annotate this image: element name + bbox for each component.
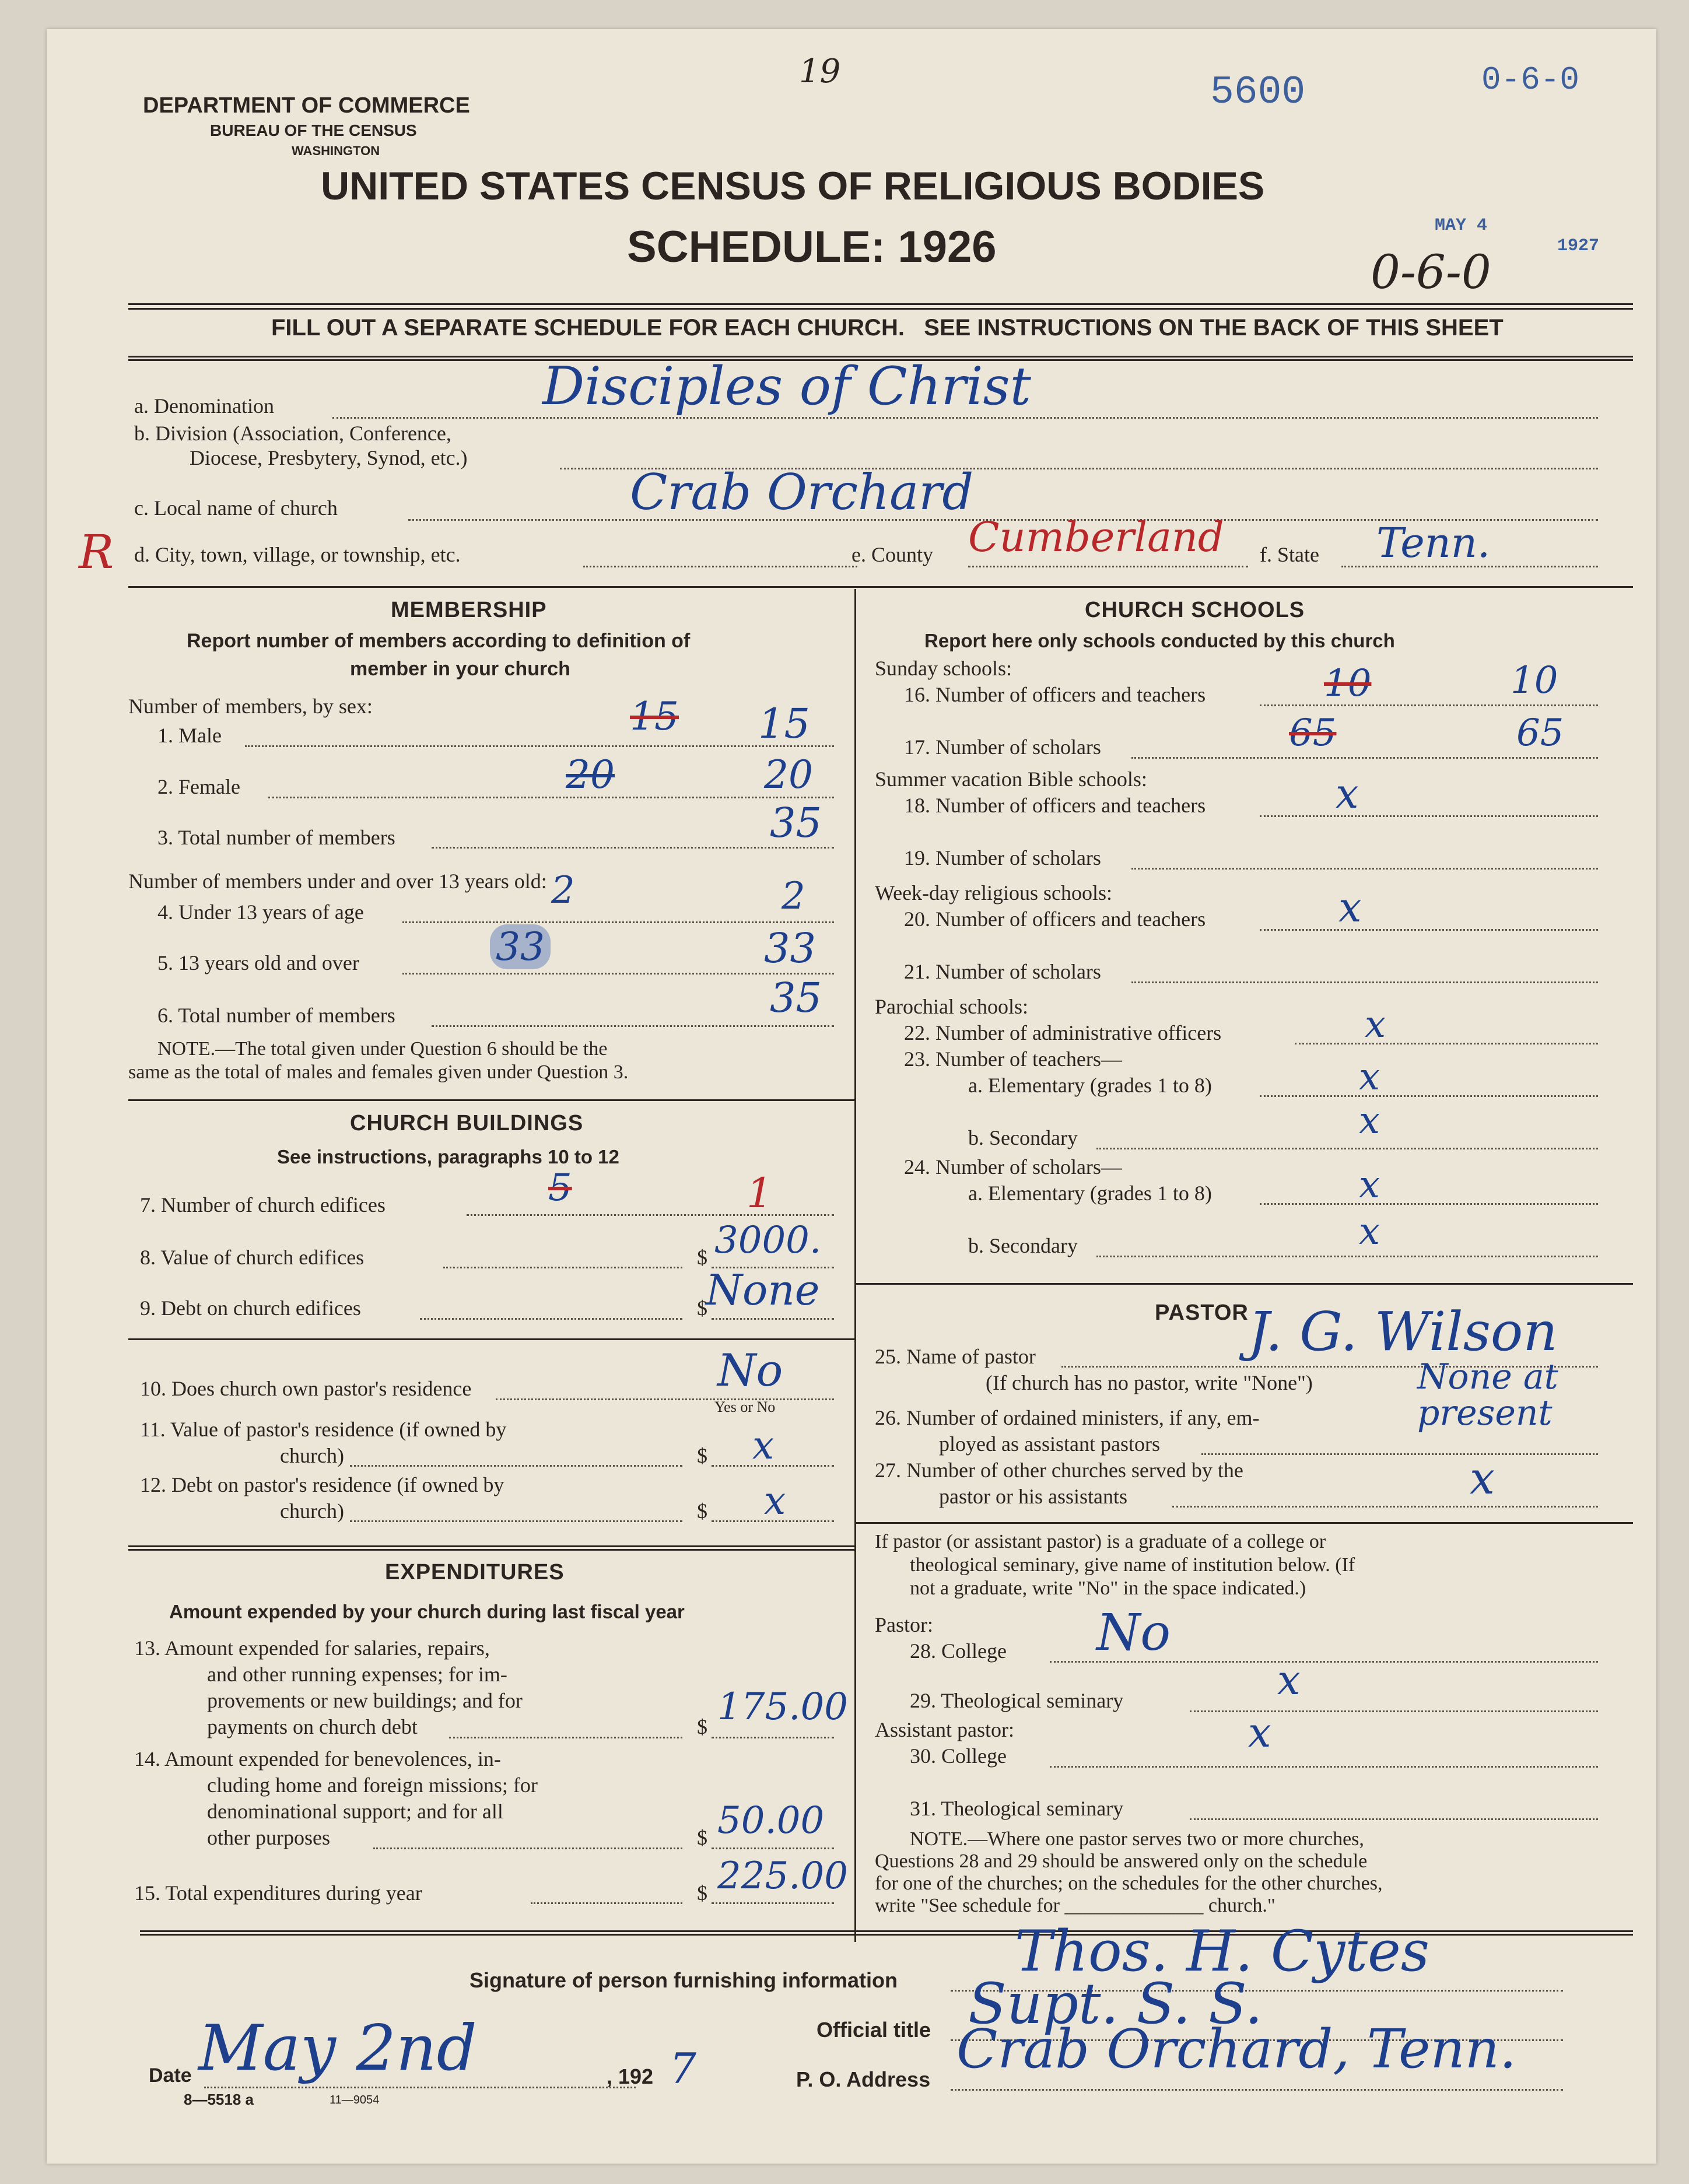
q13-line-2: and other running expenses; for im- bbox=[207, 1663, 507, 1686]
q15-dollar: $ bbox=[697, 1881, 707, 1905]
q25-note: (If church has no pastor, write "None") bbox=[986, 1371, 1313, 1394]
q14-dollar: $ bbox=[697, 1826, 707, 1849]
bureau-label: BUREAU OF THE CENSUS bbox=[210, 121, 417, 139]
signature-label: Signature of person furnishing information bbox=[469, 1968, 898, 1992]
denomination-label: a. Denomination bbox=[134, 394, 274, 418]
q5-struck: 33 bbox=[490, 924, 551, 969]
q6-value[interactable]: 35 bbox=[770, 974, 822, 1022]
q14-line-4: other purposes bbox=[207, 1826, 330, 1849]
q21-label: 21. Number of scholars bbox=[904, 960, 1101, 983]
q1-label: 1. Male bbox=[157, 724, 222, 747]
instruction-banner: FILL OUT A SEPARATE SCHEDULE FOR EACH CHURCH. SEE INSTRUCTIONS ON THE BACK OF THIS SHEET bbox=[271, 315, 1504, 341]
county-value[interactable]: Cumberland bbox=[968, 513, 1224, 561]
membership-heading: MEMBERSHIP bbox=[391, 598, 547, 622]
q16-value[interactable]: 10 bbox=[1511, 659, 1558, 702]
q7-struck: 5 bbox=[548, 1166, 572, 1210]
grad-instr-3: not a graduate, write "No" in the space indicated.) bbox=[910, 1577, 1306, 1599]
print-number: 11—9054 bbox=[330, 2094, 380, 2106]
county-label: e. County bbox=[851, 543, 933, 566]
q16-label: 16. Number of officers and teachers bbox=[904, 683, 1206, 706]
weekday-label: Week-day religious schools: bbox=[875, 881, 1113, 905]
sunday-label: Sunday schools: bbox=[875, 657, 1012, 680]
code-handwritten: 0-6-0 bbox=[1371, 245, 1491, 299]
po-address-value[interactable]: Crab Orchard, Tenn. bbox=[956, 2018, 1517, 2080]
by-sex-label: Number of members, by sex: bbox=[128, 695, 373, 718]
q24b-label: b. Secondary bbox=[968, 1234, 1078, 1257]
q9-dollar: $ bbox=[697, 1296, 707, 1320]
date-stamp-year: 1927 bbox=[1557, 236, 1600, 256]
q9-label: 9. Debt on church edifices bbox=[140, 1296, 361, 1320]
yes-no-hint: Yes or No bbox=[714, 1398, 776, 1415]
q20-value[interactable]: x bbox=[1338, 884, 1362, 931]
q24-label: 24. Number of scholars— bbox=[904, 1155, 1122, 1179]
q25-label: 25. Name of pastor bbox=[875, 1345, 1036, 1368]
q18-value[interactable]: x bbox=[1336, 770, 1359, 818]
margin-mark: R bbox=[79, 525, 114, 579]
pastor-note-3: for one of the churches; on the schedules for the other churches, bbox=[875, 1873, 1383, 1894]
q17-value[interactable]: 65 bbox=[1516, 711, 1564, 755]
denomination-value[interactable]: Disciples of Christ bbox=[542, 356, 1031, 417]
q25-value[interactable]: J. G. Wilson bbox=[1248, 1300, 1558, 1363]
schools-sub: Report here only schools conducted by this church bbox=[924, 630, 1395, 651]
date-year-hand[interactable]: 7 bbox=[670, 2044, 696, 2093]
q26-label-2: ployed as assistant pastors bbox=[939, 1432, 1160, 1456]
q12-value[interactable]: x bbox=[764, 1478, 786, 1523]
q13-line-1: 13. Amount expended for salaries, repairs, bbox=[134, 1636, 490, 1660]
q27-label-2: pastor or his assistants bbox=[939, 1485, 1127, 1508]
q13-value[interactable]: 175.00 bbox=[717, 1685, 848, 1729]
q22-label: 22. Number of administrative officers bbox=[904, 1021, 1222, 1044]
membership-sub-2: member in your church bbox=[350, 658, 570, 680]
q7-value[interactable]: 1 bbox=[747, 1169, 773, 1217]
schools-heading: CHURCH SCHOOLS bbox=[1085, 598, 1305, 622]
date-value[interactable]: May 2nd bbox=[198, 2012, 477, 2085]
state-label: f. State bbox=[1260, 543, 1319, 566]
q15-value[interactable]: 225.00 bbox=[717, 1855, 848, 1898]
grad-instr-1: If pastor (or assistant pastor) is a graduate of a college or bbox=[875, 1531, 1326, 1552]
summer-label: Summer vacation Bible schools: bbox=[875, 767, 1147, 791]
q18-label: 18. Number of officers and teachers bbox=[904, 794, 1206, 817]
q2-value[interactable]: 20 bbox=[764, 752, 813, 797]
pastor-note-2: Questions 28 and 29 should be answered only on the schedule bbox=[875, 1850, 1368, 1872]
code-top: 0-6-0 bbox=[1481, 61, 1580, 99]
schedule-title: SCHEDULE: 1926 bbox=[627, 222, 997, 272]
q12-label-1: 12. Debt on pastor's residence (if owned by bbox=[140, 1473, 504, 1496]
q5-value[interactable]: 33 bbox=[764, 924, 817, 972]
q17-label: 17. Number of scholars bbox=[904, 735, 1101, 759]
pastor-note-1: NOTE.—Where one pastor serves two or more churches, bbox=[910, 1828, 1364, 1850]
parochial-label: Parochial schools: bbox=[875, 995, 1028, 1018]
city-label: WASHINGTON bbox=[292, 143, 380, 158]
form-number: 8—5518 a bbox=[184, 2091, 254, 2108]
q13-dollar: $ bbox=[697, 1715, 707, 1738]
q24b-value[interactable]: x bbox=[1359, 1210, 1380, 1253]
q23b-value[interactable]: x bbox=[1359, 1099, 1380, 1142]
expenditures-heading: EXPENDITURES bbox=[385, 1560, 565, 1584]
q16-struck: 10 bbox=[1324, 662, 1372, 705]
q29-value[interactable]: x bbox=[1277, 1656, 1301, 1704]
q11-dollar: $ bbox=[697, 1444, 707, 1467]
q1-struck: 15 bbox=[630, 694, 679, 739]
census-schedule-sheet bbox=[47, 29, 1656, 2164]
q19-label: 19. Number of scholars bbox=[904, 846, 1101, 870]
q3-value[interactable]: 35 bbox=[770, 799, 822, 847]
top-number: 19 bbox=[799, 52, 841, 90]
assistant-sub-label: Assistant pastor: bbox=[875, 1718, 1014, 1741]
q8-value[interactable]: 3000. bbox=[714, 1219, 822, 1262]
q7-label: 7. Number of church edifices bbox=[140, 1193, 386, 1217]
q14-value[interactable]: 50.00 bbox=[717, 1799, 825, 1842]
q13-line-4: payments on church debt bbox=[207, 1715, 418, 1738]
q23-label: 23. Number of teachers— bbox=[904, 1047, 1122, 1071]
q13-line-3: provements or new buildings; and for bbox=[207, 1689, 523, 1712]
by-age-label: Number of members under and over 13 years old: bbox=[128, 870, 547, 893]
membership-note-2: same as the total of males and females given under Question 3. bbox=[128, 1061, 629, 1083]
q28-value[interactable]: No bbox=[1096, 1604, 1171, 1662]
q6-label: 6. Total number of members bbox=[157, 1004, 395, 1027]
pastor-sub-label: Pastor: bbox=[875, 1613, 934, 1636]
city-label: d. City, town, village, or township, etc. bbox=[134, 543, 461, 566]
q5-label: 5. 13 years old and over bbox=[157, 951, 359, 974]
signature-value[interactable]: Thos. H. Cytes bbox=[1015, 1919, 1430, 1984]
division-label-2: Diocese, Presbytery, Synod, etc.) bbox=[190, 446, 468, 469]
q2-struck: 20 bbox=[566, 752, 615, 797]
membership-sub-1: Report number of members according to definition of bbox=[187, 630, 691, 652]
q17-struck: 65 bbox=[1289, 711, 1337, 755]
q8-label: 8. Value of church edifices bbox=[140, 1246, 365, 1269]
date-stamp-day: MAY 4 bbox=[1435, 216, 1488, 236]
q1-value[interactable]: 15 bbox=[758, 700, 811, 748]
q11-label-2: church) bbox=[280, 1444, 344, 1467]
q11-value[interactable]: x bbox=[752, 1423, 775, 1468]
q12-dollar: $ bbox=[697, 1499, 707, 1523]
q23a-label: a. Elementary (grades 1 to 8) bbox=[968, 1074, 1212, 1097]
buildings-heading: CHURCH BUILDINGS bbox=[350, 1111, 584, 1135]
q30-value[interactable]: x bbox=[1248, 1709, 1271, 1757]
q24a-value[interactable]: x bbox=[1359, 1163, 1380, 1207]
q10-label: 10. Does church own pastor's residence bbox=[140, 1377, 472, 1400]
q23b-label: b. Secondary bbox=[968, 1126, 1078, 1149]
date-label: Date bbox=[149, 2064, 192, 2087]
dept-label: DEPARTMENT OF COMMERCE bbox=[143, 93, 470, 118]
q26-value[interactable]: None at present bbox=[1417, 1356, 1558, 1433]
q8-dollar: $ bbox=[697, 1246, 707, 1269]
official-title-label: Official title bbox=[817, 2018, 931, 2042]
q29-label: 29. Theological seminary bbox=[910, 1689, 1124, 1712]
q23a-value[interactable]: x bbox=[1359, 1056, 1380, 1099]
q26-label-1: 26. Number of ordained ministers, if any, em- bbox=[875, 1406, 1260, 1429]
q14-line-3: denominational support; and for all bbox=[207, 1800, 503, 1823]
q11-label-1: 11. Value of pastor's residence (if owned by bbox=[140, 1418, 507, 1441]
q4-struck: 2 bbox=[551, 869, 575, 912]
po-address-label: P. O. Address bbox=[796, 2067, 931, 2091]
q27-value[interactable]: x bbox=[1470, 1452, 1495, 1504]
expenditures-sub: Amount expended by your church during last fiscal year bbox=[169, 1601, 685, 1622]
q3-label: 3. Total number of members bbox=[157, 826, 395, 849]
division-label-1: b. Division (Association, Conference, bbox=[134, 422, 451, 445]
stamp-number: 5600 bbox=[1210, 70, 1306, 115]
official-title-value[interactable]: Supt. S. S. bbox=[968, 1971, 1263, 2036]
q9-value[interactable]: None bbox=[706, 1265, 820, 1314]
pastor-heading: PASTOR bbox=[1155, 1300, 1249, 1325]
state-value[interactable]: Tenn. bbox=[1376, 519, 1491, 567]
local-name-value[interactable]: Crab Orchard bbox=[630, 464, 974, 521]
q24a-label: a. Elementary (grades 1 to 8) bbox=[968, 1182, 1212, 1205]
date-year-printed: , 192 bbox=[607, 2064, 654, 2088]
membership-note-1: NOTE.—The total given under Question 6 should be the bbox=[157, 1038, 608, 1060]
grad-instr-2: theological seminary, give name of institution below. (If bbox=[910, 1554, 1355, 1576]
q20-label: 20. Number of officers and teachers bbox=[904, 907, 1206, 931]
q14-line-1: 14. Amount expended for benevolences, in- bbox=[134, 1747, 501, 1771]
q12-label-2: church) bbox=[280, 1499, 344, 1523]
buildings-sub: See instructions, paragraphs 10 to 12 bbox=[277, 1146, 619, 1168]
q31-label: 31. Theological seminary bbox=[910, 1797, 1124, 1820]
q28-label: 28. College bbox=[910, 1639, 1007, 1663]
form-title: UNITED STATES CENSUS OF RELIGIOUS BODIES bbox=[321, 164, 1265, 208]
q15-label: 15. Total expenditures during year bbox=[134, 1881, 422, 1905]
q2-label: 2. Female bbox=[157, 775, 240, 798]
q4-value[interactable]: 2 bbox=[782, 875, 805, 918]
local-name-label: c. Local name of church bbox=[134, 496, 338, 520]
q30-label: 30. College bbox=[910, 1744, 1007, 1768]
q22-value[interactable]: x bbox=[1365, 1003, 1386, 1046]
pastor-note-4: write "See schedule for ______________ church." bbox=[875, 1895, 1275, 1916]
q27-label-1: 27. Number of other churches served by the bbox=[875, 1459, 1243, 1482]
q14-line-2: cluding home and foreign missions; for bbox=[207, 1773, 538, 1797]
q4-label: 4. Under 13 years of age bbox=[157, 900, 364, 924]
q10-value[interactable]: No bbox=[717, 1344, 783, 1396]
